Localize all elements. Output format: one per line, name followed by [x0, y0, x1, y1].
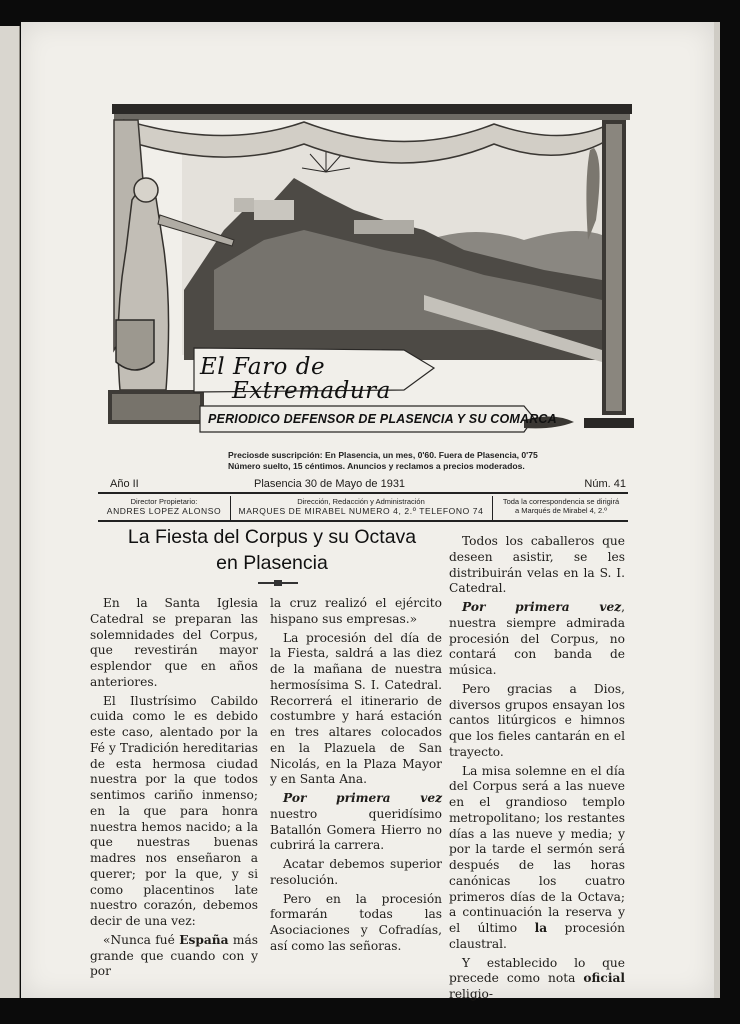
administration-address: MARQUES DE MIRABEL NUMERO 4, 2.º TELEFONO 74 [238, 506, 484, 516]
director-label: Director Propietario: [130, 497, 198, 506]
publication-info-box [98, 492, 628, 522]
masthead-illustration [104, 100, 636, 446]
paragraph: la cruz realizó el ejército hispano sus empresas.» [270, 596, 442, 626]
correspondence-cell [496, 497, 626, 515]
issue-date: Plasencia 30 de Mayo de 1931 [254, 478, 406, 490]
correspondence-line2: a Marqués de Mirabel 4, 2.º [515, 506, 607, 515]
director-name: ANDRES LOPEZ ALONSO [106, 506, 222, 516]
headline-ornament [258, 582, 298, 584]
paragraph [449, 956, 625, 1003]
article-column-3 [449, 534, 625, 1006]
paragraph: El Ilustrísimo Cabildo cuida como le es debido este caso, alentado por la Fé y Tradición hereditarias de esta hermosa ciudad nuestra por la que todos sentimos cariño inmenso; en la que para honra nuestra hemos nacido; a la que nuestras buenas madres nos enseñaron a querer; por la que, y si como placentinos late nuestro corazón, debemos decir de una vez: [90, 693, 258, 928]
base-block [584, 418, 634, 428]
paragraph: Todos los caballeros que deseen asistir, se les distribuirán velas en la S. I. Catedral. [449, 534, 625, 596]
paragraph [270, 791, 442, 854]
right-page-edge [714, 22, 720, 998]
divider [492, 496, 493, 520]
paragraph [449, 764, 625, 953]
emphasis-run: Por primera vez [283, 791, 442, 805]
cornice [112, 104, 632, 114]
left-page-edge [0, 26, 20, 998]
text-run: La misa solemne en el día del Corpus será a las nueve en el grandioso templo metropolitano; los restantes días a las nueve y media; y por la tarde el sermón será después de las horas canónicas los cuatro primeros días de la Octava; a continuación la reserva y el último [449, 763, 625, 935]
figure-head [134, 178, 158, 202]
building [234, 198, 254, 212]
paragraph: Acatar debemos superior resolución. [270, 857, 442, 887]
issue-year: Año II [110, 478, 139, 490]
cornice-trim [114, 114, 630, 120]
administration-cell [234, 497, 488, 517]
text-run: religio- [449, 987, 493, 1001]
bold-run: la [534, 921, 548, 935]
paragraph: Pero en la procesión formarán todas las Asociaciones y Cofradías, así como las señoras. [270, 891, 442, 953]
newspaper-subtitle: PERIODICO DEFENSOR DE PLASENCIA Y SU COMARCA [208, 412, 557, 426]
correspondence-line1: Toda la correspondencia se dirigirá [502, 497, 620, 506]
article-headline [88, 524, 456, 576]
article-column-1 [90, 596, 258, 983]
subscription-line1: Preciosde suscripción: En Plasencia, un mes, 0'60. Fuera de Plasencia, 0'75 [228, 450, 538, 460]
paragraph [90, 933, 258, 980]
headline-line1: La Fiesta del Corpus y su Octava [127, 526, 417, 548]
paragraph [449, 600, 625, 679]
text-run: nuestro queridísimo Batallón Gomera Hierro no cubrirá la carrera. [270, 806, 442, 853]
column-right-inner [606, 124, 622, 411]
text-run: «Nunca fué [103, 932, 180, 947]
building-row [354, 220, 414, 234]
newspaper-title-line2: Extremadura [232, 378, 391, 404]
bold-run: oficial [583, 971, 625, 986]
cathedral [254, 200, 294, 220]
paragraph: La procesión del día de la Fiesta, saldrá a las diez de la mañana de nuestra hermosísima S. I. Catedral. Recorrerá el itinerario de costumbre y hará estación en tres altares colocados en la Plazuela de San Nicolás, en la Plaza Mayor y en Santa Ana. [270, 630, 442, 787]
subscription-line2: Número suelto, 15 céntimos. Anuncios y reclamos a precios moderados. [228, 460, 525, 471]
emphasis-run: Por primera vez [462, 600, 622, 614]
text-run: Y establecido lo que precede como nota [449, 955, 625, 986]
newspaper-title-line1: El Faro de [200, 354, 326, 380]
administration-label: Dirección, Redacción y Administración [297, 497, 425, 506]
text-run: procesión claustral. [449, 921, 626, 951]
pedestal-inner [112, 394, 200, 420]
issue-row [98, 478, 628, 492]
subscription-info [228, 450, 628, 471]
text-run: más grande que cuando con y por [90, 932, 259, 979]
article-column-2 [270, 596, 442, 958]
text-run: , nuestra siempre admirada procesión del Corpus, no contará con banda de música. [449, 600, 625, 677]
paragraph: Pero gracias a Dios, diversos grupos ensayan los cantos litúrgicos e himnos que los fieles cantarán en el trayecto. [449, 681, 625, 759]
issue-number: Núm. 41 [584, 478, 626, 490]
headline-line2: en Plasencia [216, 552, 328, 574]
director-cell [102, 497, 226, 517]
divider [230, 496, 231, 520]
paragraph: En la Santa Iglesia Catedral se preparan las solemnidades del Corpus, que revestirán mayor esplendor que en años anteriores. [90, 596, 258, 689]
coat-of-arms [116, 320, 154, 370]
bold-run: España [179, 932, 229, 947]
